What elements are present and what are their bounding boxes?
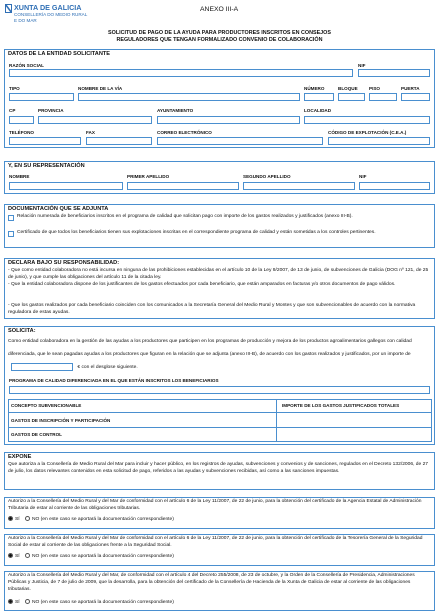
declaration-line-2: - Que la entidad colaboradora dispone de los justificantes de los gastos efectuados por cada beneficiario, que están amparados en facturas y/o otros documentos de pago válidos. bbox=[8, 282, 396, 287]
auth-aeat-yes-label: SÍ bbox=[15, 517, 20, 522]
auth-hacienda-options bbox=[4, 599, 174, 606]
bloque-field[interactable] bbox=[338, 93, 365, 101]
row-control-amount[interactable] bbox=[277, 428, 431, 442]
razon-social-field[interactable] bbox=[9, 69, 353, 77]
auth-tgss-options bbox=[4, 553, 174, 560]
amount-field[interactable] bbox=[11, 363, 73, 371]
auth-aeat-options bbox=[4, 516, 174, 523]
logo-line-1: XUNTA DE GALICIA bbox=[14, 3, 82, 12]
document-2-checkbox[interactable] bbox=[8, 231, 14, 237]
auth-hacienda-no-label: NO (en este caso se aportará la documentación correspondiente) bbox=[31, 600, 174, 605]
nombre-via-label: NOMBRE DE LA VÍA bbox=[78, 86, 123, 91]
logo-line-2: CONSELLERÍA DO MEDIO RURAL bbox=[14, 12, 88, 17]
rep-apellido1-field[interactable] bbox=[127, 182, 239, 190]
program-field[interactable] bbox=[9, 386, 430, 394]
auth-hacienda-text: Autorizo a la Consellería del Medio Rural y del Mar, de conformidad con el artículo 4 del Decreto 255/2008, de 23 de octubre, y la Orden de la Consellería de Presidencia, Administraciones Públicas y Justicia, de 7 de julio de 2009, que la desarrolla, para la obtención del certificado de la Consellería de Hacienda de la Xunta de Galicia de estar al corriente de las obligaciones tributarias. bbox=[8, 573, 415, 593]
auth-hacienda-yes-label: SÍ bbox=[15, 600, 20, 605]
tipo-label: TIPO bbox=[9, 86, 20, 91]
row-control-label: GASTOS DE CONTROL bbox=[11, 432, 62, 437]
rep-nombre-label: NOMBRE bbox=[9, 174, 30, 179]
row-inscription-amount[interactable] bbox=[277, 413, 431, 427]
request-text-main: Como entidad colaboradora en la gestión de las ayudas a los productores que participen en los programas de producción y mejora de los productos agroalimentarios gallegos con calidad diferenciada, que le sean pagadas ayudas a los productores que figuran en la relación que se adjunta (anexo III-B), de acuerdo con los gastos realizados y justificados, por un importe de bbox=[8, 339, 412, 357]
nombre-via-field[interactable] bbox=[78, 93, 300, 101]
telefono-field[interactable] bbox=[9, 137, 81, 145]
document-2-text: Certificado de que todos los beneficiarios tienen sus explotaciones inscritas en el correspondiente programa de calidad y están sometidas a los controles pertinentes. bbox=[17, 230, 376, 235]
numero-label: NÚMERO bbox=[304, 86, 325, 91]
piso-label: PISO bbox=[369, 86, 380, 91]
form-title-1: SOLICITUD DE PAGO DE LA AYUDA PARA PRODUCTORES INSCRITOS EN CONSEJOS bbox=[108, 30, 331, 36]
entity-nif-field[interactable] bbox=[358, 69, 430, 77]
ayuntamiento-field[interactable] bbox=[157, 116, 300, 124]
amount-column-header: IMPORTE DE LOS GASTOS JUSTIFICADOS TOTALES bbox=[282, 403, 400, 408]
form-title-2: REGULADORES QUE TENGAN FORMALIZADO CONVENIO DE COLABORACIÓN bbox=[116, 37, 323, 43]
fax-field[interactable] bbox=[86, 137, 152, 145]
program-label: PROGRAMA DE CALIDAD DIFERENCIADA EN EL QUE ESTÁN INSCRITOS LOS BENEFICIARIOS bbox=[9, 378, 219, 383]
document-1-checkbox[interactable] bbox=[8, 215, 14, 221]
concept-column-header: CONCEPTO SUBVENCIONABLE bbox=[11, 403, 82, 408]
rep-apellido2-label: SEGUNDO APELLIDO bbox=[243, 174, 291, 179]
declaration-heading: DECLARA BAJO SU RESPONSABILIDAD: bbox=[8, 260, 120, 266]
request-text bbox=[8, 335, 432, 374]
states-heading: EXPONE bbox=[8, 454, 32, 460]
fax-label: FAX bbox=[86, 130, 95, 135]
tipo-field[interactable] bbox=[9, 93, 74, 101]
galicia-flag-icon bbox=[5, 4, 12, 13]
auth-aeat-text: Autorizo a la Consellería del Medio Rural y del Mar de conformidad con el artículo 6 de la Ley 11/2007, de 22 de junio, para la obtención del certificado de la Agencia Estatal de Administración Tributaria de estar al corriente de las obligaciones tributarias. bbox=[8, 499, 422, 512]
document-1-text: Relación numerada de beneficiarios inscritos en el programa de calidad que solicitan pago con importe de los gastos realizados y justificados (anexo III-B). bbox=[17, 214, 353, 219]
provincia-label: PROVINCIA bbox=[38, 108, 64, 113]
piso-field[interactable] bbox=[369, 93, 397, 101]
numero-field[interactable] bbox=[304, 93, 334, 101]
localidad-field[interactable] bbox=[304, 116, 430, 124]
auth-tgss-no-label: NO (en este caso se aportará la documentación correspondiente) bbox=[31, 554, 174, 559]
rep-apellido2-field[interactable] bbox=[243, 182, 355, 190]
bloque-label: BLOQUE bbox=[338, 86, 358, 91]
logo-line-3: E DO MAR bbox=[14, 18, 37, 23]
codigo-explotacion-field[interactable] bbox=[328, 137, 430, 145]
request-text-end: € con el desglose siguiente. bbox=[77, 365, 138, 370]
codigo-explotacion-label: CÓDIGO DE EXPLOTACIÓN (C.E.A.) bbox=[328, 130, 407, 135]
xunta-logo bbox=[5, 3, 88, 28]
cp-label: CP bbox=[9, 108, 16, 113]
auth-aeat-no-radio[interactable] bbox=[25, 516, 30, 521]
email-field[interactable] bbox=[157, 137, 323, 145]
row-inscription-label: GASTOS DE INSCRIPCIÓN Y PARTICIPACIÓN bbox=[11, 418, 111, 423]
states-text: Que autoriza a la Consellería de Medio Rural del Mar para incluir y hacer público, en los registros de ayudas, subvenciones y convenios y de sanciones, regulados en el Decreto 132/2006, de 27 de julio, los datos relevantes contenidos en esta solicitud de pago, referidos a las ayudas y subvenciones recibidas, así como a las sanciones impuestas. bbox=[8, 462, 429, 475]
telefono-label: TELÉFONO bbox=[9, 130, 35, 135]
razon-social-label: RAZÓN SOCIAL bbox=[9, 63, 44, 68]
auth-hacienda-yes-radio[interactable] bbox=[8, 599, 13, 604]
puerta-field[interactable] bbox=[401, 93, 430, 101]
localidad-label: LOCALIDAD bbox=[304, 108, 332, 113]
cp-field[interactable] bbox=[9, 116, 34, 124]
annex-label: ANEXO III-A bbox=[200, 6, 239, 13]
auth-aeat-yes-radio[interactable] bbox=[8, 516, 13, 521]
auth-tgss-yes-radio[interactable] bbox=[8, 553, 13, 558]
rep-apellido1-label: PRIMER APELLIDO bbox=[127, 174, 170, 179]
ayuntamiento-label: AYUNTAMIENTO bbox=[157, 108, 194, 113]
puerta-label: PUERTA bbox=[401, 86, 420, 91]
rep-nif-field[interactable] bbox=[359, 182, 430, 190]
email-label: CORREO ELECTRÓNICO bbox=[157, 130, 212, 135]
provincia-field[interactable] bbox=[38, 116, 152, 124]
declaration-line-3: - Que los gastos realizados por cada beneficiario coinciden con los comunicados a la Secretaría General del Medio Rural y Montes y que son subvencionables de acuerdo con la normativa reguladora de estas ayudas. bbox=[8, 303, 416, 316]
request-heading: SOLICITA: bbox=[8, 328, 36, 334]
representative-heading: Y, EN SU REPRESENTACIÓN bbox=[8, 163, 85, 169]
auth-tgss-yes-label: SÍ bbox=[15, 554, 20, 559]
auth-tgss-no-radio[interactable] bbox=[25, 553, 30, 558]
documents-heading: DOCUMENTACIÓN QUE SE ADJUNTA bbox=[8, 206, 109, 212]
auth-hacienda-no-radio[interactable] bbox=[25, 599, 30, 604]
declaration-line-1: - Que como entidad colaboradora no está incursa en ninguna de las prohibiciones establecidas en el artículo 10 de la Ley 9/2007, de 13 de junio, de subvenciones de Galicia (DOG nº 121, de 25 de junio), y que cumple las obligaciones del artículo 11 de la citada ley. bbox=[8, 268, 429, 281]
entity-heading: DATOS DE LA ENTIDAD SOLICITANTE bbox=[8, 51, 111, 57]
rep-nif-label: NIF bbox=[359, 174, 367, 179]
auth-tgss-text: Autorizo a la Consellería del Medio Rural y del Mar de conformidad con el artículo 6 de la Ley 11/2007, de 22 de junio, para la obtención del certificado de la Tesorería General de la Seguridad Social de estar al corriente de las obligaciones frente a la Seguridad Social. bbox=[8, 536, 423, 549]
entity-nif-label: NIF bbox=[358, 63, 366, 68]
rep-nombre-field[interactable] bbox=[9, 182, 123, 190]
auth-aeat-no-label: NO (en este caso se aportará la documentación correspondiente) bbox=[31, 517, 174, 522]
